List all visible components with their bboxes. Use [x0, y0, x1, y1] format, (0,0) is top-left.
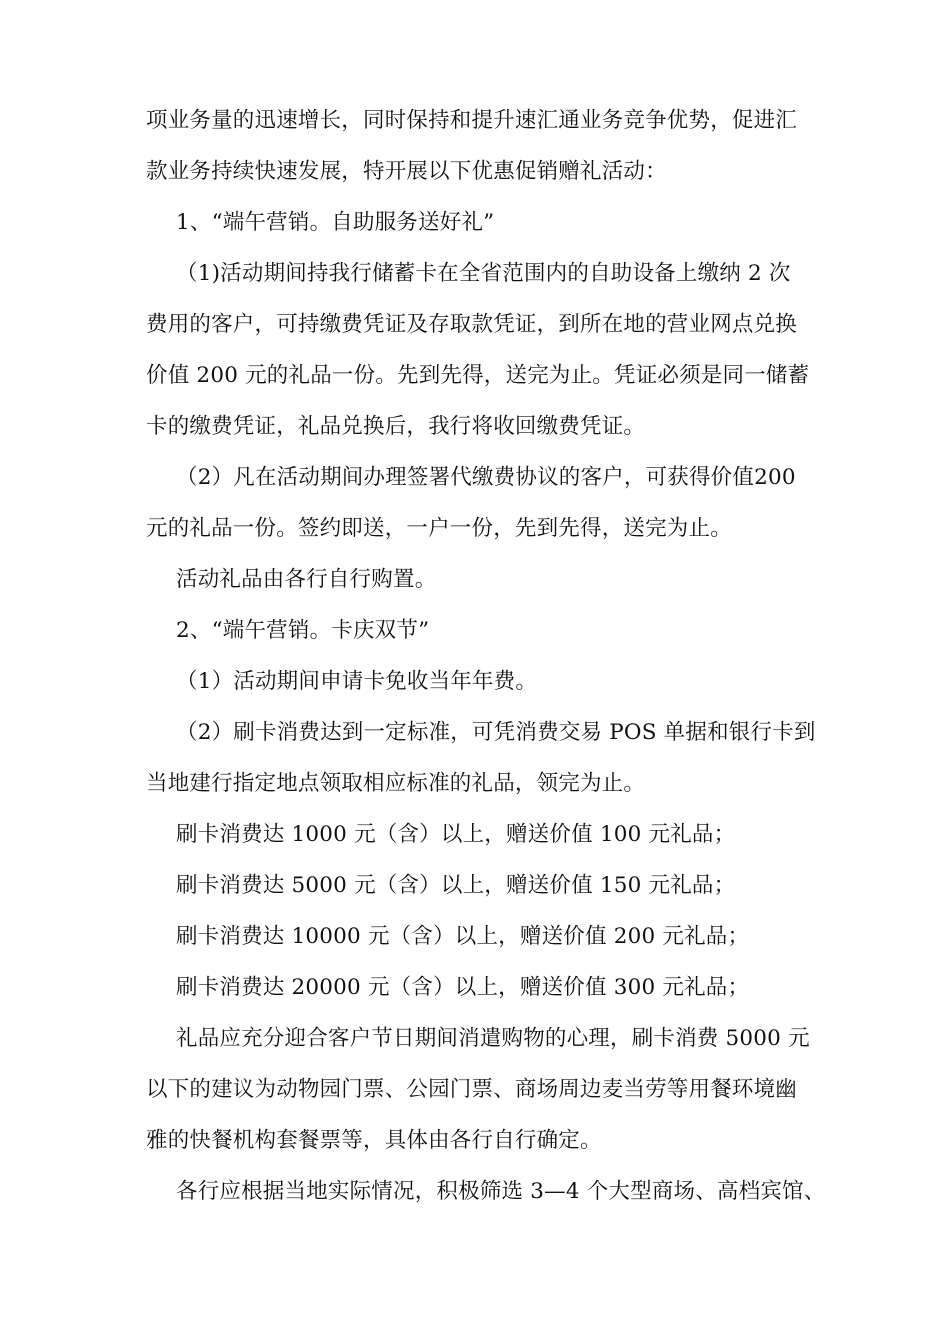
section-heading: 1、“端午营销。自助服务送好礼” — [176, 210, 495, 235]
section-heading: 2、“端午营销。卡庆双节” — [176, 618, 430, 643]
paragraph-line: 当地建行指定地点领取相应标准的礼品，领完为止。 — [146, 771, 646, 796]
paragraph-line: 礼品应充分迎合客户节日期间消遣购物的心理，刷卡消费 5000 元 — [176, 1026, 810, 1051]
paragraph-line: （2）刷卡消费达到一定标准，可凭消费交易 POS 单据和银行卡到 — [176, 720, 816, 745]
list-item: 刷卡消费达 10000 元（含）以上，赠送价值 200 元礼品； — [176, 924, 750, 949]
paragraph-line: （1）活动期间申请卡免收当年年费。 — [176, 669, 538, 694]
paragraph-line: （2）凡在活动期间办理签署代缴费协议的客户，可获得价值200 — [176, 465, 796, 490]
paragraph-line: 费用的客户，可持缴费凭证及存取款凭证，到所在地的营业网点兑换 — [146, 312, 798, 337]
list-item: 刷卡消费达 20000 元（含）以上，赠送价值 300 元礼品； — [176, 975, 750, 1000]
list-item: 刷卡消费达 5000 元（含）以上，赠送价值 150 元礼品； — [176, 873, 736, 898]
paragraph-line: 以下的建议为动物园门票、公园门票、商场周边麦当劳等用餐环境幽 — [146, 1077, 798, 1102]
paragraph-line: 项业务量的迅速增长，同时保持和提升速汇通业务竞争优势，促进汇 — [146, 108, 798, 133]
paragraph-line: （1)活动期间持我行储蓄卡在全省范围内的自助设备上缴纳 2 次 — [176, 261, 791, 286]
paragraph-line: 元的礼品一份。签约即送，一户一份，先到先得，送完为止。 — [146, 516, 732, 541]
paragraph-line: 活动礼品由各行自行购置。 — [176, 567, 437, 592]
paragraph-line: 各行应根据当地实际情况，积极筛选 3—4 个大型商场、高档宾馆、 — [176, 1179, 826, 1204]
paragraph-line: 卡的缴费凭证，礼品兑换后，我行将收回缴费凭证。 — [146, 414, 646, 439]
paragraph-line: 款业务持续快速发展，特开展以下优惠促销赠礼活动： — [146, 159, 667, 184]
paragraph-line: 雅的快餐机构套餐票等，具体由各行自行确定。 — [146, 1128, 602, 1153]
list-item: 刷卡消费达 1000 元（含）以上，赠送价值 100 元礼品； — [176, 822, 736, 847]
paragraph-line: 价值 200 元的礼品一份。先到先得，送完为止。凭证必须是同一储蓄 — [146, 363, 810, 388]
